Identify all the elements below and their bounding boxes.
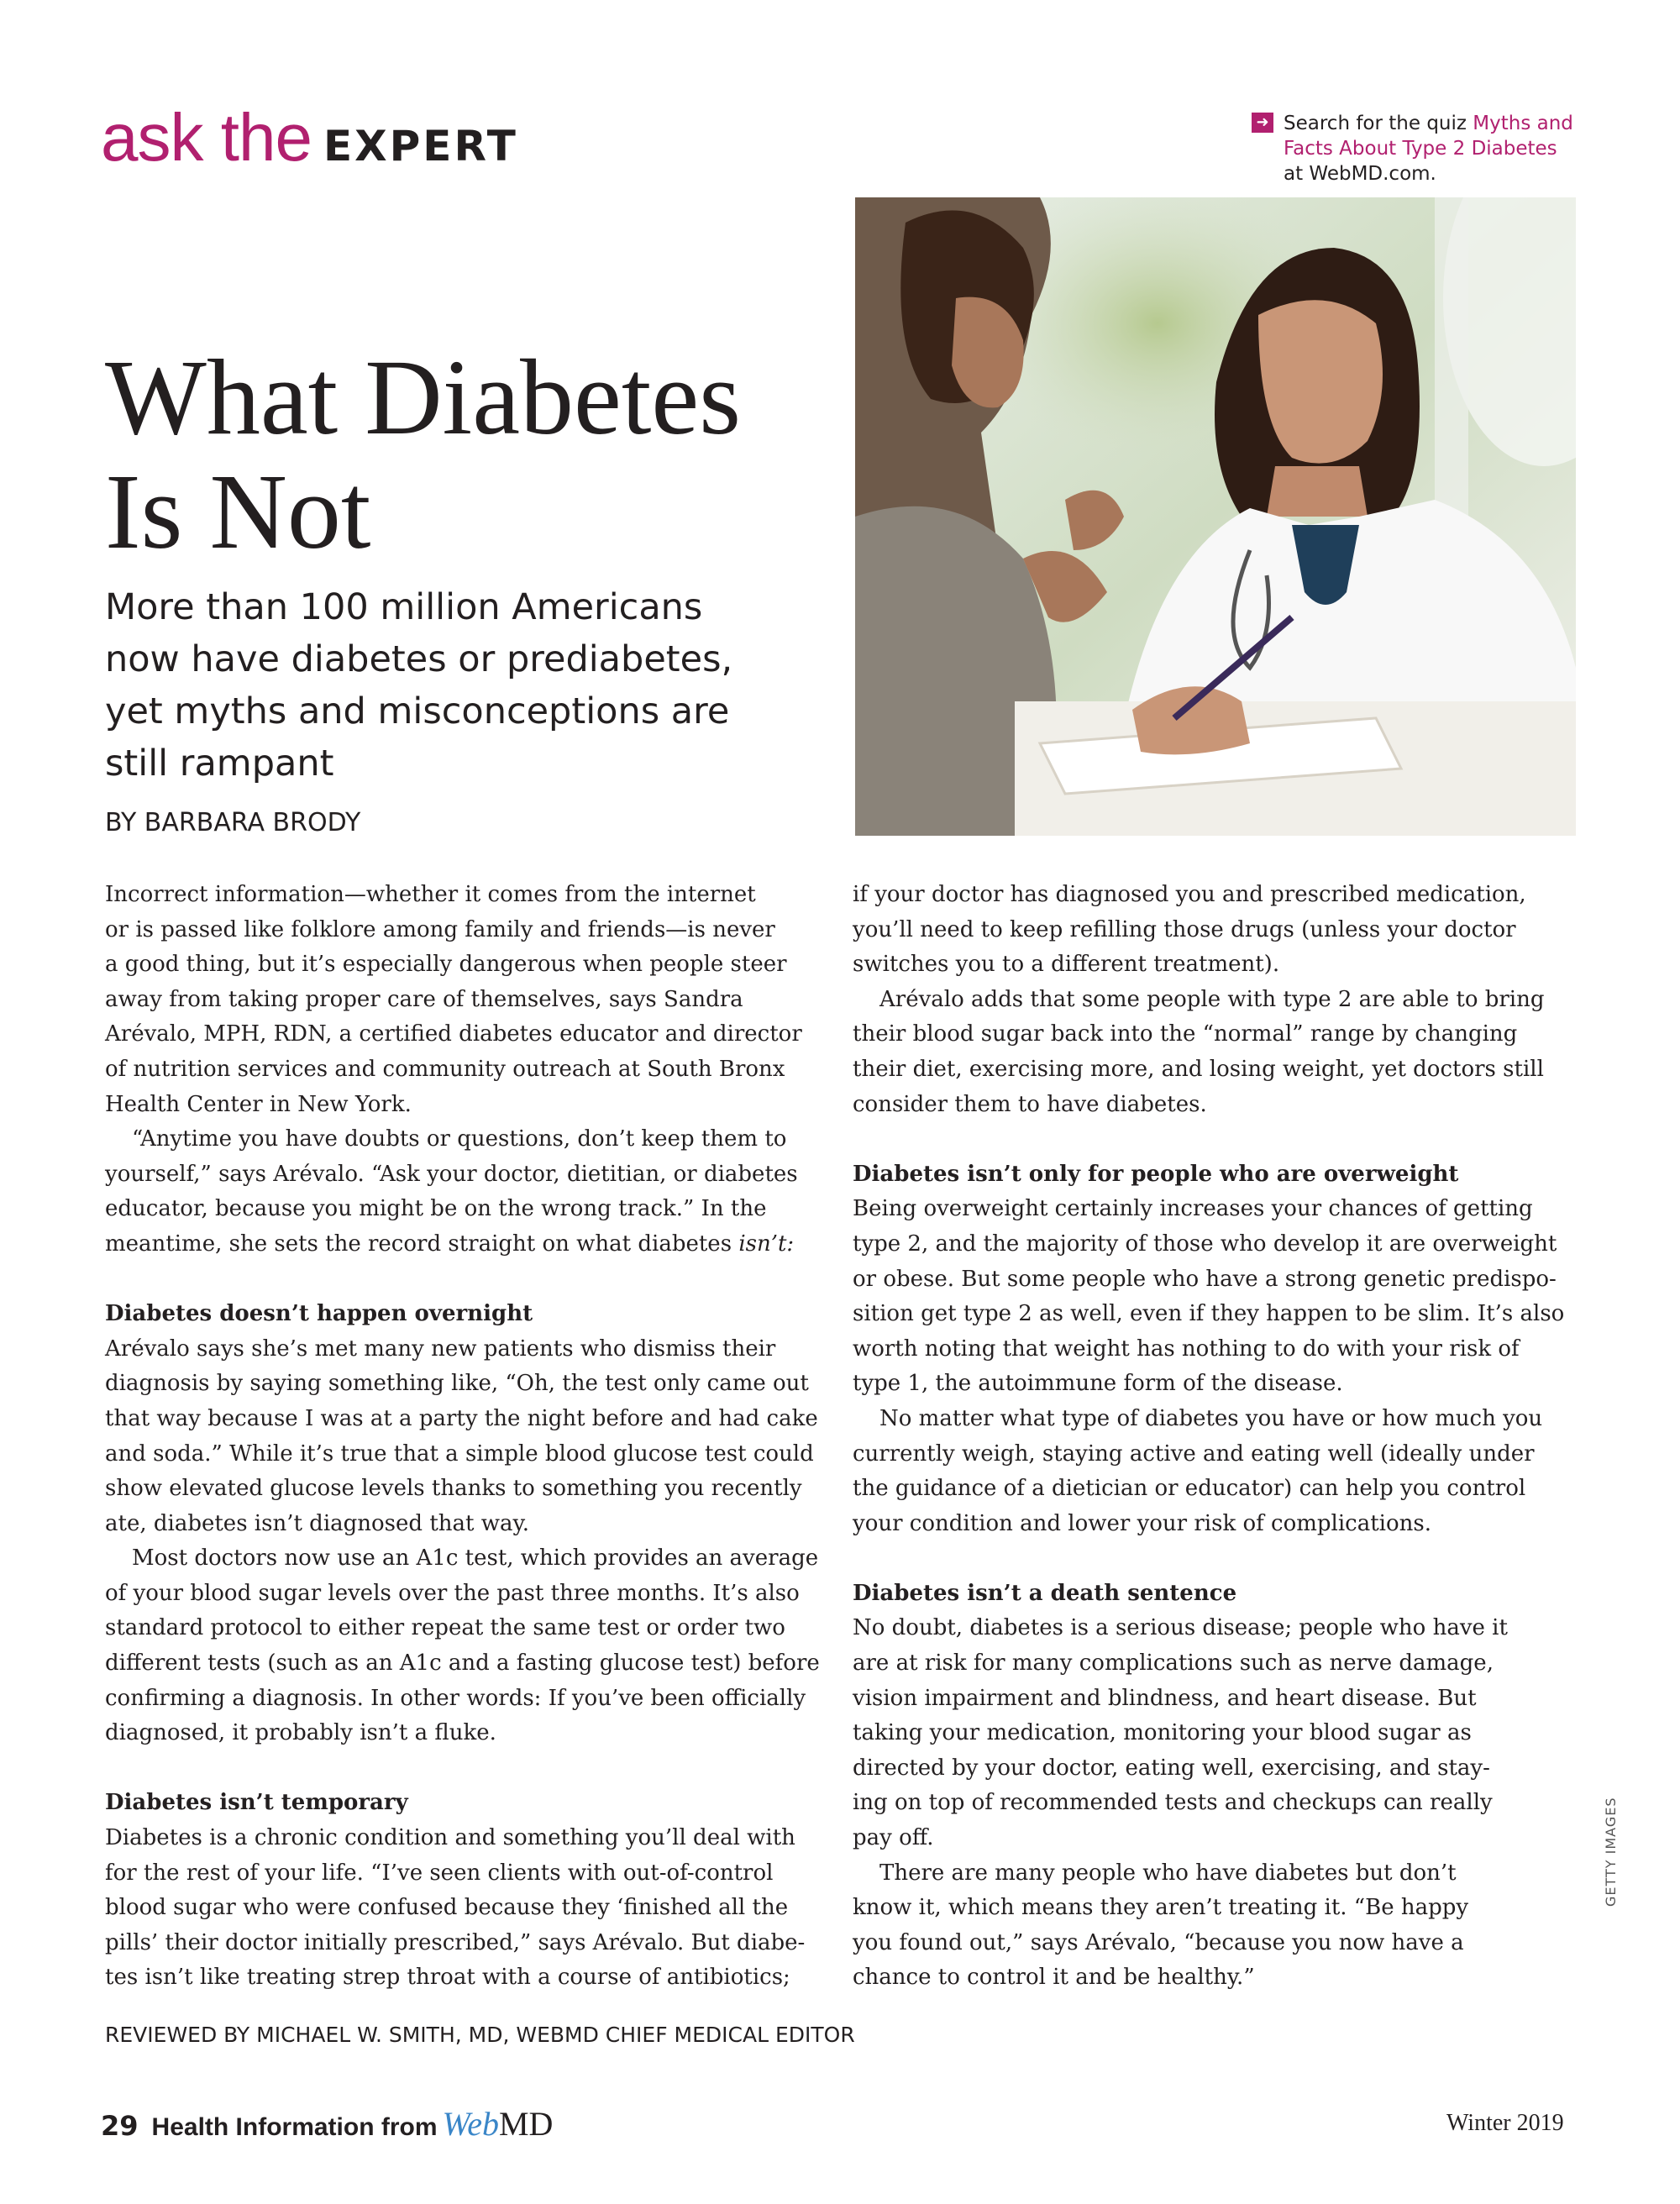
body-line: consider them to have diabetes. — [853, 1091, 1207, 1117]
body-line: your condition and lower your risk of complications. — [853, 1510, 1431, 1536]
body-line: standard protocol to either repeat the same test or order two — [105, 1615, 785, 1641]
body-line: ing on top of recommended tests and checkups can really — [853, 1790, 1493, 1816]
body-line: their blood sugar back into the “normal” range by changing — [853, 1021, 1518, 1047]
body-line: of nutrition services and community outreach at South Bronx — [105, 1056, 785, 1082]
quiz-title-link-cont[interactable]: Facts About Type 2 Diabetes — [1284, 138, 1557, 160]
section-label-ask-the: ask the — [101, 100, 312, 175]
body-line: diagnosed, it probably isn’t a fluke. — [105, 1720, 496, 1746]
quiz-title-link[interactable]: Myths and — [1473, 113, 1573, 134]
article-column-left — [105, 878, 836, 1996]
section-label-expert: EXPERT — [323, 122, 518, 171]
body-line: type 1, the autoimmune form of the disease. — [853, 1371, 1343, 1397]
body-line: educator, because you might be on the wrong track.” In the — [105, 1196, 767, 1222]
body-line: different tests (such as an A1c and a fasting glucose test) before — [105, 1650, 820, 1677]
headline-line-2: Is Not — [105, 452, 371, 571]
body-line: vision impairment and blindness, and heart disease. But — [853, 1685, 1477, 1711]
section-heading: Diabetes isn’t a death sentence — [853, 1580, 1237, 1606]
body-line: confirming a diagnosis. In other words: If you’ve been officially — [105, 1685, 806, 1711]
publication-label: Health Information from — [151, 2113, 438, 2141]
headline-line-1: What Diabetes — [105, 338, 741, 457]
reviewer-credit: REVIEWED BY MICHAEL W. SMITH, MD, WEBMD CHIEF MEDICAL EDITOR — [105, 2023, 855, 2047]
body-line: if your doctor has diagnosed you and prescribed medication, — [853, 882, 1526, 907]
body-line: know it, which means they aren’t treating it. “Be happy — [853, 1895, 1469, 1921]
article-column-right — [853, 878, 1592, 1996]
deck-line: yet myths and misconceptions are — [105, 690, 730, 732]
body-line: pills’ their doctor initially prescribed,” says Arévalo. But diabe- — [105, 1929, 806, 1955]
body-line: Diabetes is a chronic condition and something you’ll deal with — [105, 1825, 795, 1851]
body-line: Being overweight certainly increases your chances of getting — [853, 1196, 1533, 1222]
paragraph-gap — [105, 1751, 836, 1787]
body-line: for the rest of your life. “I’ve seen clients with out-of-control — [105, 1860, 774, 1886]
body-line: worth noting that weight has nothing to do with your risk of — [853, 1336, 1520, 1362]
page-footer — [101, 2104, 553, 2144]
body-line: taking your medication, monitoring your blood sugar as — [853, 1720, 1472, 1746]
deck-line: now have diabetes or prediabetes, — [105, 638, 733, 680]
section-header — [101, 99, 518, 176]
body-line — [105, 1227, 836, 1262]
section-heading: Diabetes isn’t only for people who are overweight — [853, 1161, 1459, 1187]
body-line: switches you to a different treatment). — [853, 952, 1280, 978]
section-heading: Diabetes isn’t temporary — [105, 1790, 408, 1816]
body-line: Arévalo says she’s met many new patients who dismiss their — [105, 1336, 776, 1362]
body-line: or is passed like folklore among family and friends—is never — [105, 916, 775, 942]
page-number: 29 — [101, 2110, 139, 2142]
body-line: blood sugar who were confused because they ‘finished all the — [105, 1895, 789, 1921]
body-line: diagnosis by saying something like, “Oh, the test only came out — [105, 1371, 809, 1397]
body-text-italic: isn’t: — [738, 1231, 795, 1257]
paragraph-gap — [853, 1541, 1592, 1577]
webmd-logo-web: Web — [442, 2105, 499, 2143]
body-line: type 2, and the majority of those who develop it are overweight — [853, 1231, 1557, 1257]
paragraph-gap — [105, 1262, 836, 1298]
body-line: the guidance of a dietician or educator) can help you control — [853, 1476, 1526, 1502]
body-line: pay off. — [853, 1825, 934, 1851]
body-line: yourself,” says Arévalo. “Ask your doctor, dietitian, or diabetes — [105, 1161, 798, 1187]
body-text: meantime, she sets the record straight on what diabetes — [105, 1231, 739, 1257]
body-line: or obese. But some people who have a strong genetic predispo- — [853, 1266, 1557, 1292]
deck-subtitle — [105, 581, 844, 790]
body-line: No doubt, diabetes is a serious disease; people who have it — [853, 1615, 1508, 1641]
body-line: are at risk for many complications such as nerve damage, — [853, 1650, 1494, 1677]
byline: BY BARBARA BRODY — [105, 808, 361, 837]
body-line: their diet, exercising more, and losing weight, yet doctors still — [853, 1056, 1544, 1082]
photo-doctor-patient-illustration — [855, 197, 1576, 836]
quiz-promo[interactable] — [1252, 111, 1588, 186]
body-line: that way because I was at a party the night before and had cake — [105, 1405, 818, 1431]
photo-credit: GETTY IMAGES — [1603, 1797, 1619, 1907]
body-line: you found out,” says Arévalo, “because you now have a — [853, 1929, 1464, 1955]
body-line: ate, diabetes isn’t diagnosed that way. — [105, 1510, 529, 1536]
webmd-logo-md: MD — [498, 2105, 554, 2143]
quiz-promo-site: at WebMD.com. — [1284, 163, 1436, 185]
body-line: you’ll need to keep refilling those drugs (unless your doctor — [853, 916, 1516, 942]
quiz-promo-text: Search for the quiz — [1284, 113, 1473, 134]
body-line: directed by your doctor, eating well, exercising, and stay- — [853, 1755, 1490, 1781]
body-line: a good thing, but it’s especially dangerous when people steer — [105, 952, 787, 978]
quiz-promo-line-1 — [1284, 111, 1588, 136]
body-line: sition get type 2 as well, even if they happen to be slim. It’s also — [853, 1301, 1565, 1327]
body-line: show elevated glucose levels thanks to something you recently — [105, 1476, 802, 1502]
body-line: away from taking proper care of themselves, says Sandra — [105, 986, 743, 1012]
body-line: “Anytime you have doubts or questions, don’t keep them to — [132, 1126, 787, 1152]
body-line: Arévalo, MPH, RDN, a certified diabetes educator and director — [105, 1021, 802, 1047]
body-line: of your blood sugar levels over the past three months. It’s also — [105, 1580, 800, 1606]
body-line: Most doctors now use an A1c test, which provides an average — [132, 1545, 819, 1572]
section-heading: Diabetes doesn’t happen overnight — [105, 1301, 533, 1327]
article-photo — [855, 197, 1576, 836]
arrow-right-icon: ➜ — [1252, 113, 1273, 133]
deck-line: More than 100 million Americans — [105, 586, 703, 628]
body-line: tes isn’t like treating strep throat with a course of antibiotics; — [105, 1965, 790, 1991]
body-line: currently weigh, staying active and eating well (ideally under — [853, 1440, 1535, 1467]
body-line: Health Center in New York. — [105, 1091, 412, 1117]
body-line: Incorrect information—whether it comes from the internet — [105, 882, 756, 907]
body-line: and soda.” While it’s true that a simple blood glucose test could — [105, 1440, 814, 1467]
body-line: There are many people who have diabetes but don’t — [879, 1860, 1457, 1886]
headline — [105, 340, 844, 569]
deck-line: still rampant — [105, 743, 334, 785]
body-line: chance to control it and be healthy.” — [853, 1965, 1255, 1991]
paragraph-gap — [853, 1122, 1592, 1157]
body-line: Arévalo adds that some people with type 2 are able to bring — [879, 986, 1545, 1012]
issue-date: Winter 2019 — [1446, 2110, 1564, 2136]
body-line: No matter what type of diabetes you have or how much you — [879, 1405, 1543, 1431]
